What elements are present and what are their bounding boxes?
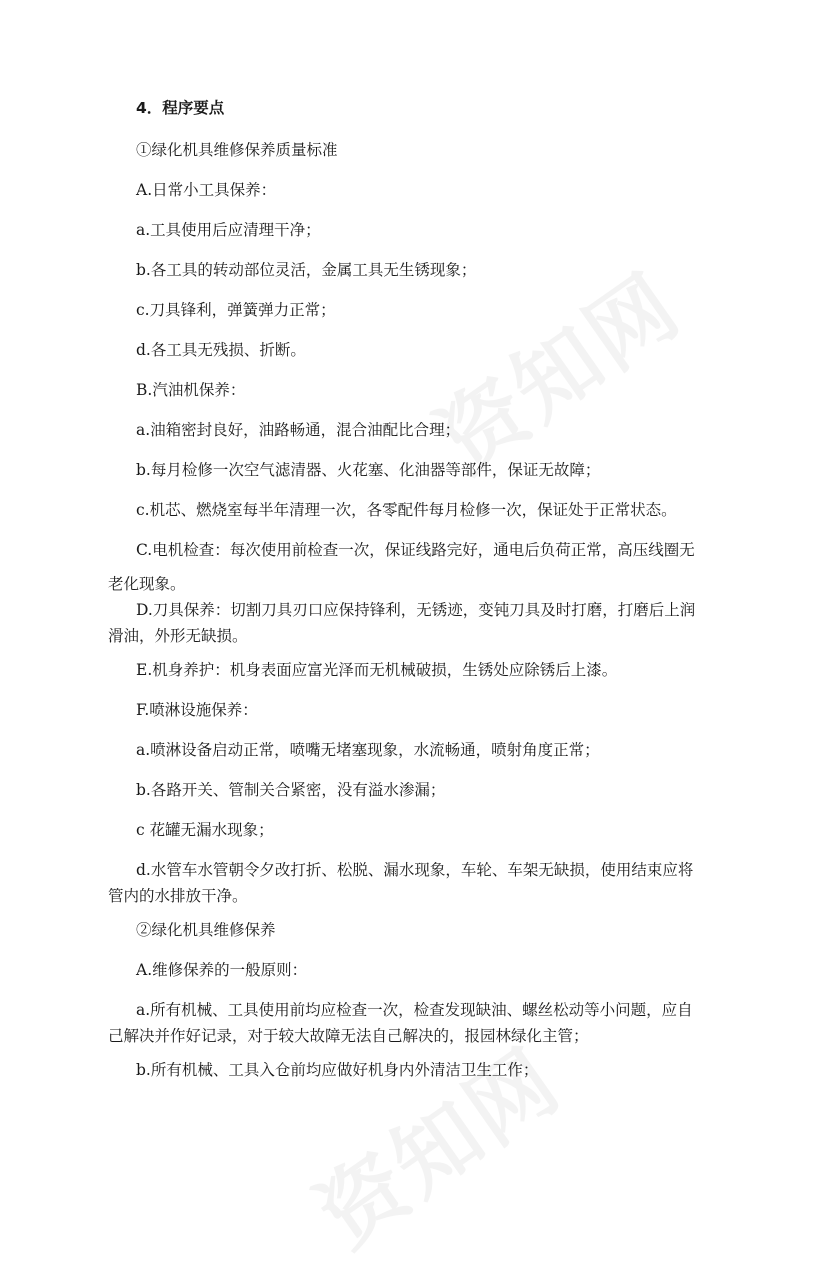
paragraph-line: 老化现象。	[108, 575, 186, 593]
section-heading: 4．程序要点	[136, 99, 225, 117]
paragraph-line: 管内的水排放干净。	[108, 887, 248, 905]
paragraph-line: 滑油，外形无缺损。	[108, 627, 248, 645]
paragraph-line: D.刀具保养：切割刀具刃口应保持锋利，无锈迹，变钝刀具及时打磨，打磨后上润	[136, 601, 696, 619]
paragraph-line: E.机身养护：机身表面应富光泽而无机械破损，生锈处应除锈后上漆。	[136, 661, 618, 679]
paragraph-line: 己解决并作好记录，对于较大故障无法自己解决的，报园林绿化主管；	[108, 1027, 589, 1045]
list-item: b.各路开关、管制关合紧密，没有溢水渗漏；	[136, 781, 446, 799]
subsection-title: ①绿化机具维修保养质量标准	[136, 141, 338, 159]
paragraph-line: d.水管车水管朝令夕改打折、松脱、漏水现象，车轮、车架无缺损，使用结束应将	[136, 861, 694, 879]
list-item: a.油箱密封良好，油路畅通，混合油配比合理；	[136, 421, 461, 439]
list-item: d.各工具无残损、折断。	[136, 341, 306, 359]
list-item: b.每月检修一次空气滤清器、火花塞、化油器等部件，保证无故障；	[136, 461, 601, 479]
list-item: a.工具使用后应清理干净；	[136, 221, 321, 239]
list-item: c.刀具锋利，弹簧弹力正常；	[136, 301, 336, 319]
list-item: c 花罐无漏水现象；	[136, 821, 274, 839]
item-title: F.喷淋设施保养：	[136, 701, 258, 719]
paragraph-line: a.所有机械、工具使用前均应检查一次，检查发现缺油、螺丝松动等小问题，应自	[136, 1001, 693, 1019]
item-title: B.汽油机保养：	[136, 381, 246, 399]
subsection-title: ②绿化机具维修保养	[136, 921, 276, 939]
list-item: a.喷淋设备启动正常，喷嘴无堵塞现象，水流畅通，喷射角度正常；	[136, 741, 600, 759]
item-title: A.维修保养的一般原则：	[136, 961, 308, 979]
paragraph-line: C.电机检查：每次使用前检查一次，保证线路完好，通电后负荷正常，高压线圈无	[136, 541, 695, 559]
list-item: b.各工具的转动部位灵活，金属工具无生锈现象；	[136, 261, 477, 279]
list-item: c.机芯、燃烧室每半年清理一次，各零配件每月检修一次，保证处于正常状态。	[136, 501, 677, 519]
item-title: A.日常小工具保养：	[136, 181, 277, 199]
list-item: b.所有机械、工具入仓前均应做好机身内外清洁卫生工作；	[136, 1061, 539, 1079]
